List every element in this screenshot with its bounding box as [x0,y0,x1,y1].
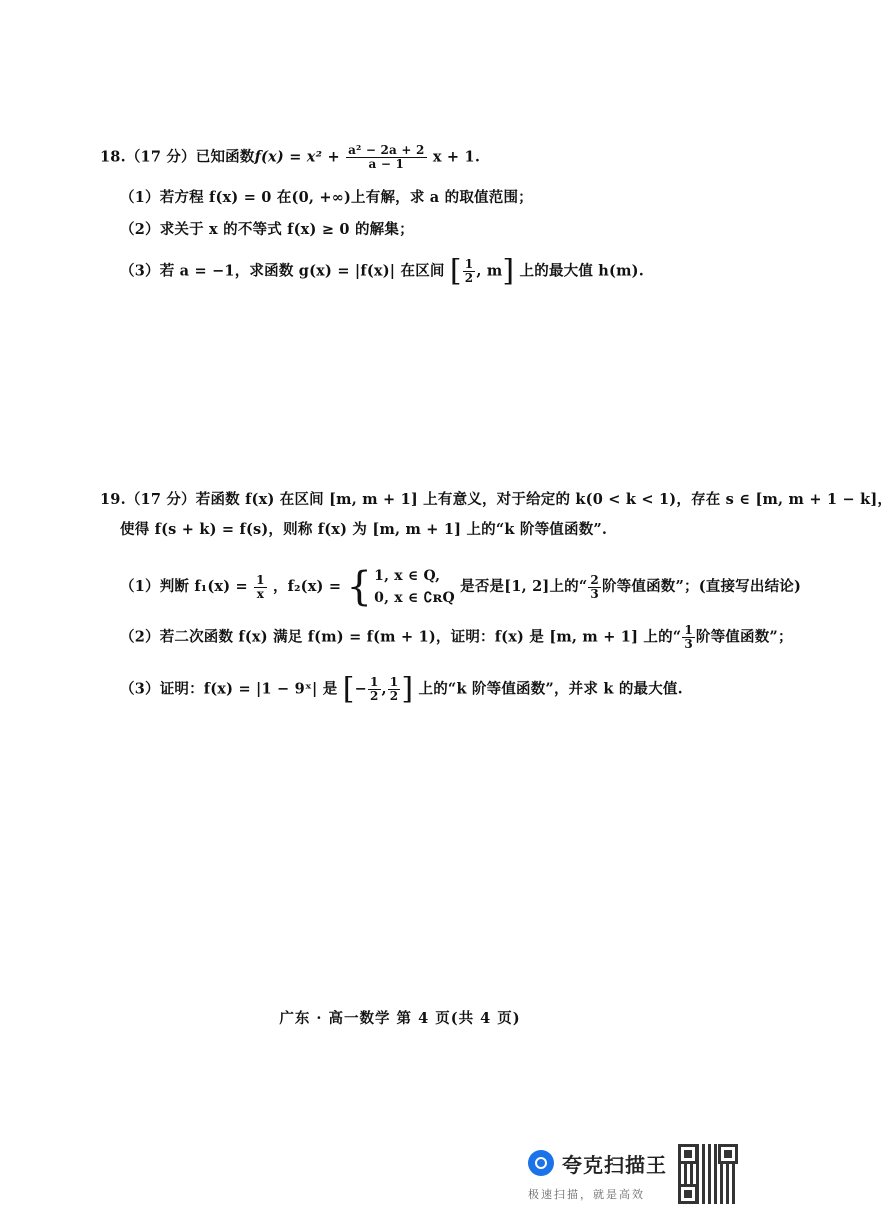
q19-part2: （2）若二次函数 f(x) 满足 f(m) = f(m + 1)，证明：f(x) 是 [m, m + 1] 上的“ $\frac{1}{3}$ 阶等值函数”； [120,623,793,651]
page-footer: 广东 · 高一数学 第 4 页(共 4 页) [279,1010,521,1027]
brand-name: 夸克扫描王 [562,1153,667,1177]
q18-fraction: $\frac{\text{a² − 2a + 2}}{a - 1}$ [348,143,425,171]
scanner-watermark [528,1147,678,1207]
q18-part3: （3）若 a = −1，求函数 g(x) = |f(x)| 在区间 [ $\frac{1}{2}$ , m] 上的最大值 h(m). [120,253,644,289]
brand-slogan: 极速扫描，就是高效 [528,1188,645,1201]
q19-part3: （3）证明：f(x) = |1 − 9ˣ| 是 [− $\frac{1}{2}$ , $\frac{1}{2}$ ] 上的“k 阶等值函数”，并求 k 的最大值. [120,671,683,707]
qr-code-icon [678,1144,738,1204]
quark-logo-icon [528,1150,554,1176]
q19-heading-line1: 19.（17 分）若函数 f(x) 在区间 [m, m + 1] 上有意义，对于给定的 k(0 < k < 1)，存在 s ∈ [m, m + 1 − k]， [100,491,892,508]
q19-heading-line2: 使得 f(s + k) = f(s)，则称 f(x) 为 [m, m + 1] 上的“k 阶等值函数”. [120,521,608,538]
q19-part1: （1）判断 f₁(x) = $\frac{1}{x}$ ，f₂(x) = { 1, x ∈ Q, 0, x ∈ ∁ʀQ 是否是[1, 2]上的“ $\frac{2}{3}$ 阶等值函数”；(直接写出结论) [120,564,802,610]
q18-heading: 18.（17 分）已知函数f(x) = x² + $\frac{\text{a² − 2a + 2}}{a - 1}$ x + 1. [100,143,481,171]
q18-part1: （1）若方程 f(x) = 0 在(0, +∞)上有解，求 a 的取值范围； [120,189,533,206]
q18-part2: （2）求关于 x 的不等式 f(x) ≥ 0 的解集； [120,221,414,238]
q19-piecewise: 1, x ∈ Q, 0, x ∈ ∁ʀQ [374,568,455,606]
